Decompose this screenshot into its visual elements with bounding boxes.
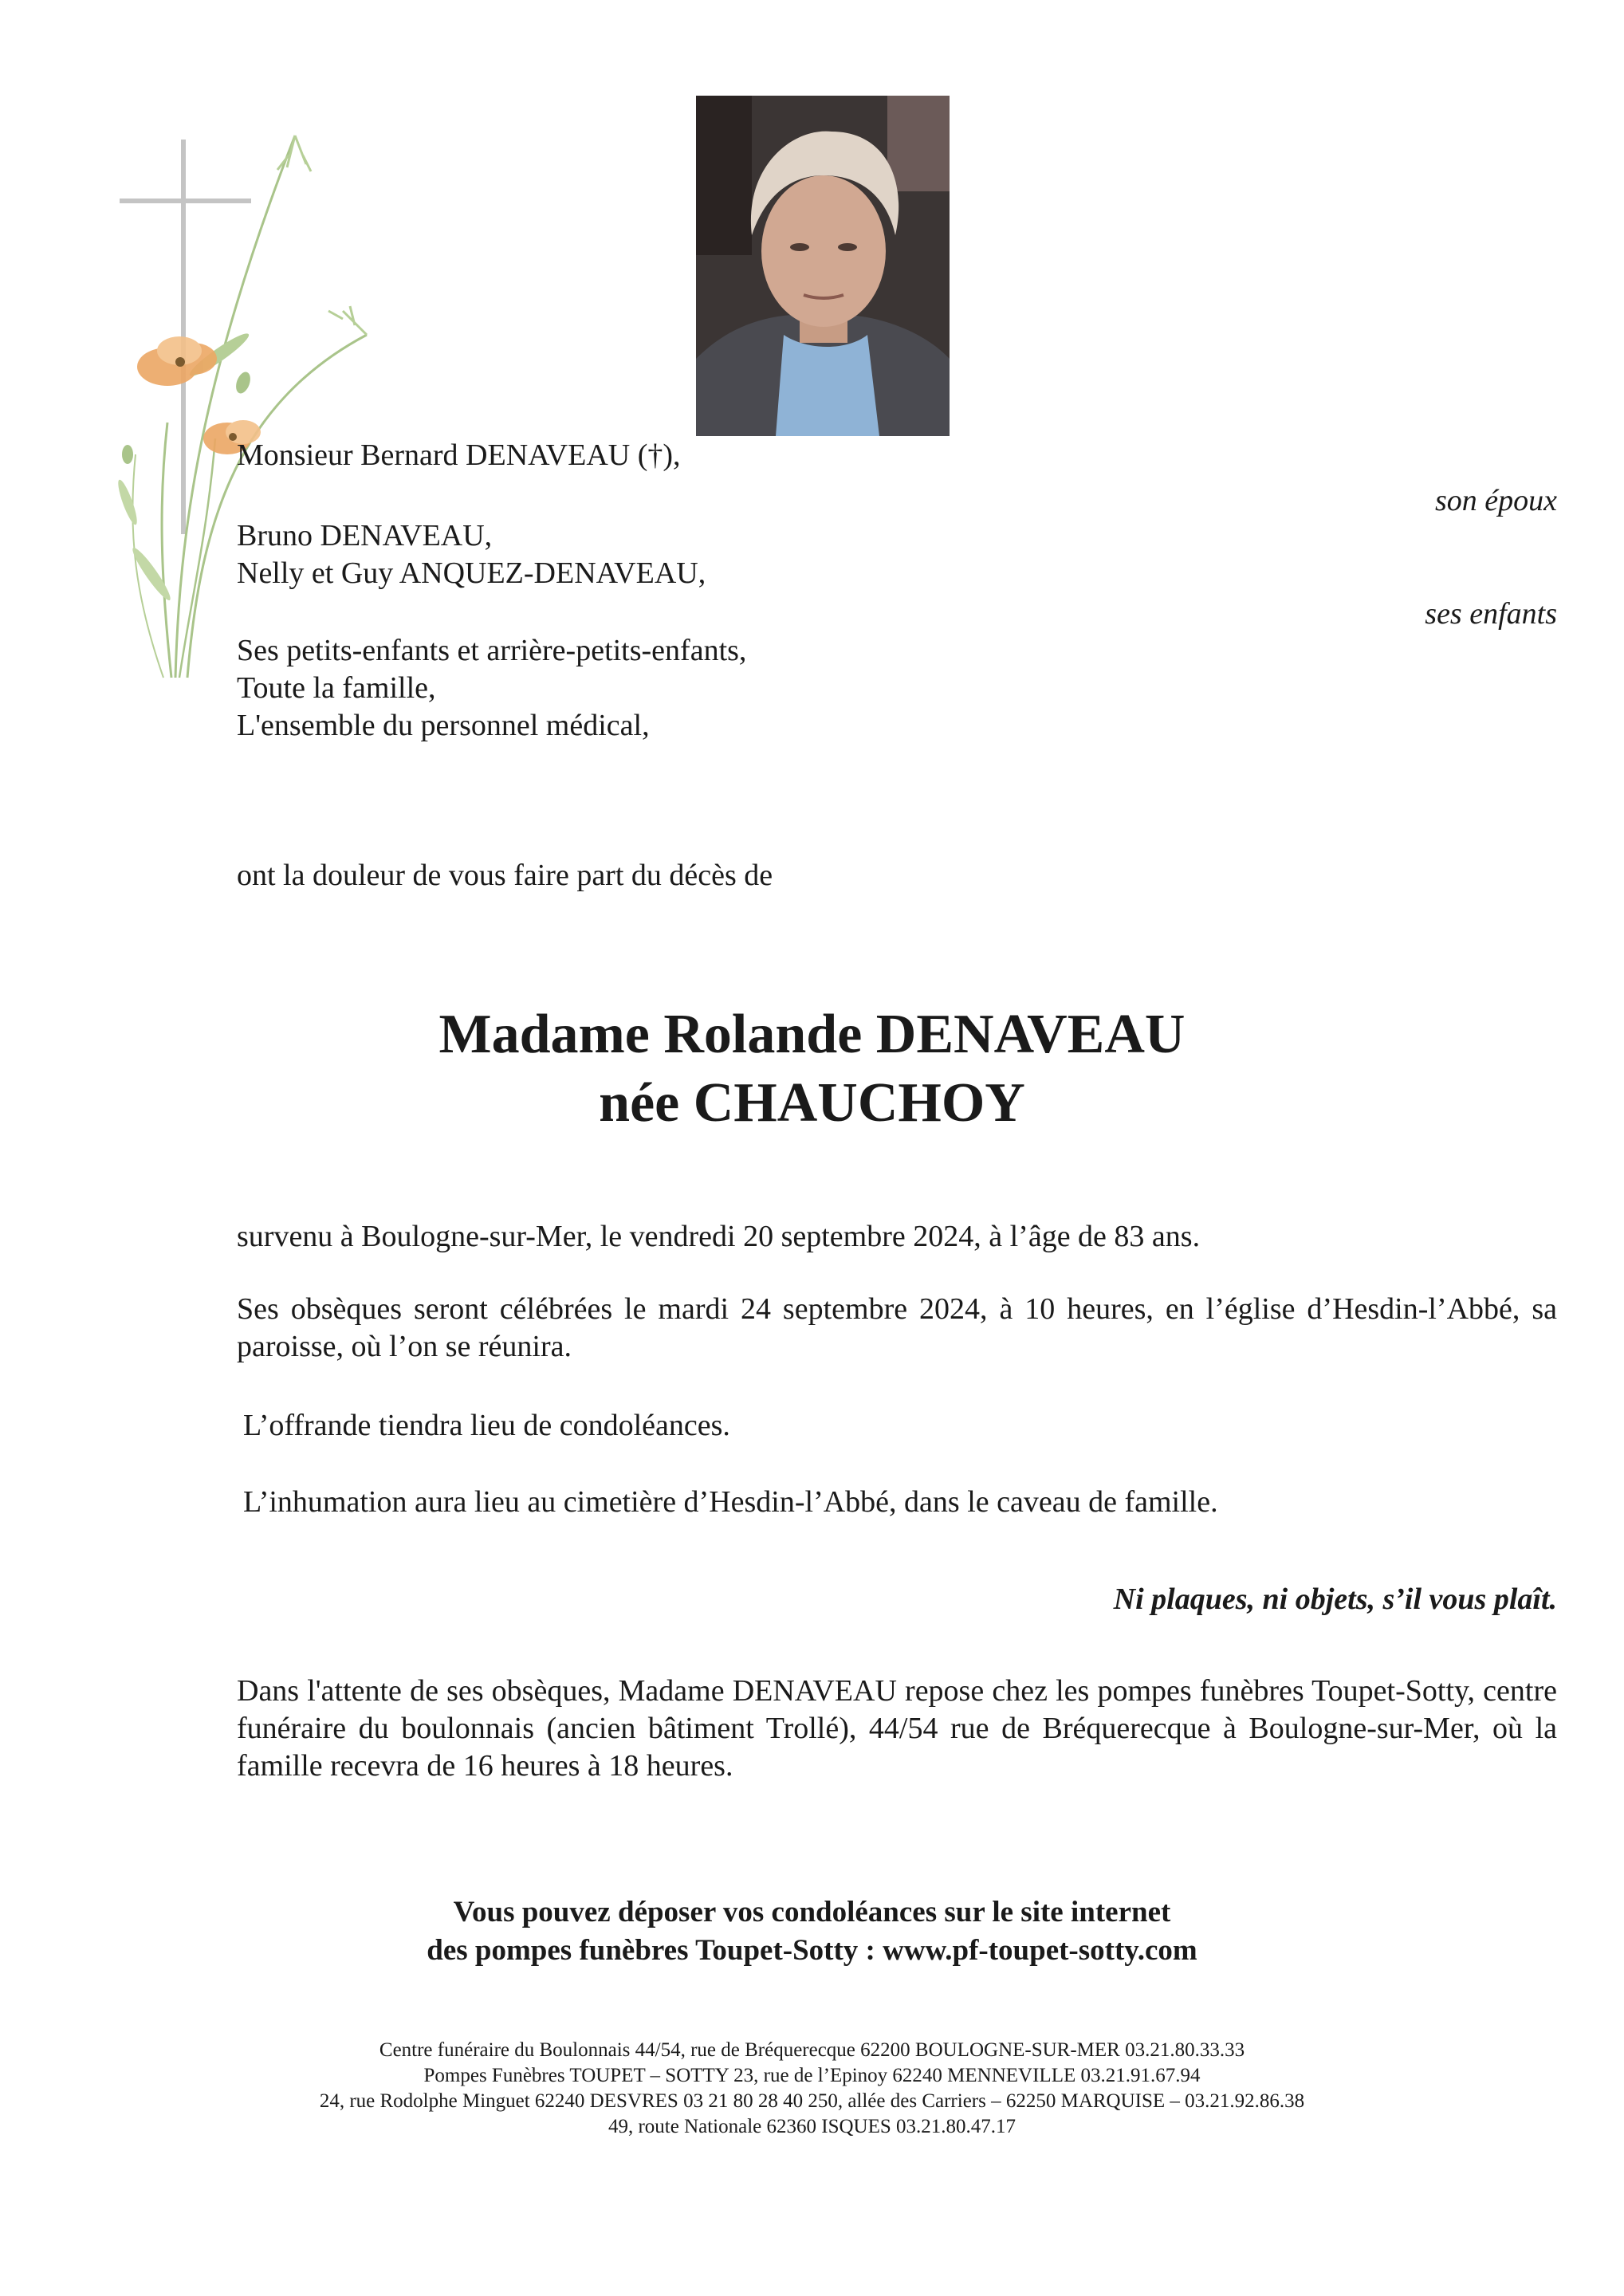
condolences-notice xyxy=(0,1893,1624,1970)
paragraph-offering: L’offrande tiendra lieu de condoléances. xyxy=(243,1409,730,1442)
footer-line-3: 24, rue Rodolphe Minguet 62240 DESVRES 03 21 80 28 40 250, allée des Carriers – 62250 MARQUISE – 03.21.92.86.38 xyxy=(319,2090,1305,2112)
condolences-line-1: Vous pouvez déposer vos condoléances sur le site internet xyxy=(453,1896,1171,1928)
announcement-intro: ont la douleur de vous faire part du décès de xyxy=(237,859,773,892)
footer-line-2: Pompes Funèbres TOUPET – SOTTY 23, rue de l’Epinoy 62240 MENNEVILLE 03.21.91.67.94 xyxy=(423,2065,1201,2086)
deceased-maiden-name: née CHAUCHOY xyxy=(599,1072,1025,1134)
deceased-name: Madame Rolande DENAVEAU xyxy=(438,1004,1186,1065)
family-child-1: Bruno DENAVEAU, xyxy=(237,519,493,552)
paragraph-death: survenu à Boulogne-sur-Mer, le vendredi 20 septembre 2024, à l’âge de 83 ans. xyxy=(237,1220,1201,1253)
family-child-2: Nelly et Guy ANQUEZ-DENAVEAU, xyxy=(237,556,706,590)
paragraph-burial: L’inhumation aura lieu au cimetière d’Hesdin-l’Abbé, dans le caveau de famille. xyxy=(243,1485,1218,1519)
footer-line-1: Centre funéraire du Boulonnais 44/54, rue de Bréquerecque 62200 BOULOGNE-SUR-MER 03.21.80.33.33 xyxy=(379,2039,1245,2061)
relation-children: ses enfants xyxy=(1425,597,1557,631)
family-medical-staff: L'ensemble du personnel médical, xyxy=(237,709,650,742)
no-flowers-note: Ni plaques, ni objets, s’il vous plaît. xyxy=(1113,1582,1557,1616)
family-grandchildren: Ses petits-enfants et arrière-petits-enfants, xyxy=(237,634,747,667)
condolences-line-2: des pompes funèbres Toupet-Sotty : www.pf-toupet-sotty.com xyxy=(427,1934,1197,1967)
family-husband: Monsieur Bernard DENAVEAU (†), xyxy=(237,438,681,472)
paragraph-funeral: Ses obsèques seront célébrées le mardi 24 septembre 2024, à 10 heures, en l’église d’Hesdin-l’Abbé, sa paroisse, où l’on se réunira. xyxy=(237,1292,1557,1363)
deceased-name-block xyxy=(0,1001,1624,1138)
cross-with-flowers-icon xyxy=(80,120,423,694)
footer-addresses xyxy=(0,2038,1624,2140)
footer-line-4: 49, route Nationale 62360 ISQUES 03.21.80.47.17 xyxy=(608,2116,1016,2137)
family-whole-family: Toute la famille, xyxy=(237,671,436,705)
paragraph-rest: Dans l'attente de ses obsèques, Madame DENAVEAU repose chez les pompes funèbres Toupet-Sotty, centre funéraire du boulonnais (ancien bâtiment Trollé), 44/54 rue de Bréquerecque à Boulogne-sur-Mer, où la famille recevra de 16 heures à 18 heures. xyxy=(237,1674,1557,1783)
relation-spouse: son époux xyxy=(1434,484,1557,517)
portrait-photo xyxy=(696,96,950,436)
